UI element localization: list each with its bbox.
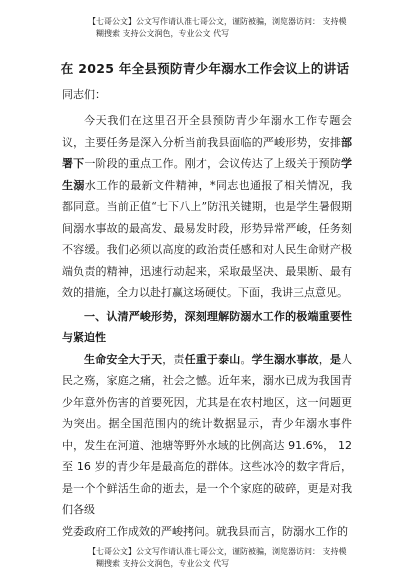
footer-line-1: 【七哥公文】公文写作请认准七哥公文，谨防被骗，浏览器访问： 支持模	[88, 547, 347, 556]
text-run: 人民之殇，家庭之痛，社会之憾。近年来，溺水已成为我国青少年意外伤害的首要死因，尤其是在农村地区，这一问题更为突出。据全国范围内的统计数据显示，青少年溺水事件中，发生在河道、池塘等野外水域的比例高达	[62, 352, 353, 452]
text-run: ，	[318, 352, 330, 366]
page-footer	[88, 546, 348, 570]
header-line-2: 糊搜索 支持公文润色，专业公文 代写	[96, 29, 230, 38]
text-run: 今天我们在这里召开全县预防青少年溺水工作专题会议，主要任务是深入分析当前我县面临的严峻形势，安排	[62, 114, 352, 149]
statistic-value: 91.6%	[288, 438, 324, 452]
text-run: ，	[323, 438, 339, 452]
salutation: 同志们：	[62, 88, 106, 101]
paragraph-section-1	[62, 349, 352, 521]
footer-line-2: 糊搜索 支持公文润色，专业公文 代写	[96, 559, 230, 568]
emphasis-text: 是	[329, 352, 342, 366]
text-run: 一阶段的重点工作。刚才，会议传达了上级关于预防	[84, 157, 342, 170]
text-run: 至	[62, 460, 77, 473]
emphasis-text: 部署下	[62, 135, 352, 170]
document-body	[62, 110, 352, 542]
page-header	[88, 16, 348, 40]
emphasis-text: 学生溺	[62, 157, 353, 192]
paragraph-continued: 党委政府工作成效的严峻拷问。就我县而言，防溺水工作的	[62, 524, 348, 538]
text-run: 岁的青少年是最高危的群体。这些冰冷的数字背后，是一个个鲜活生命的逝去，是一个个家庭的破碎，更是对我们各级	[62, 460, 353, 516]
text-run: 。	[240, 352, 252, 366]
document-title: 在 2025 年全县预防青少年溺水工作会议上的讲话	[60, 61, 350, 76]
statistic-value: 12	[338, 438, 353, 452]
paragraph-intro	[62, 110, 352, 304]
section-heading-1: 一、认清严峻形势，深刻理解防溺水工作的极端重要性与紧迫性	[62, 309, 352, 344]
emphasis-text: 学生溺水事故	[251, 352, 319, 366]
statistic-value: 16	[76, 460, 91, 473]
emphasis-text: 生命安全大于天	[84, 352, 163, 366]
text-run: 水工作的最新文件精神，*同志也通报了相关情况，我都同意。当前正值“七下八上”防汛关键期，也是学生暑假期间溺水事故的最高发、最易发时段，形势异常严峻，任务刻不容缓。我们必须以高度的政治责任感和对人民生命财产极端负责的精神，迅速行动起来，采取最坚决、最果断、最有效的措施，全力以赴打赢这场硬仗。下面，我讲三点意见。	[62, 178, 353, 299]
emphasis-text: 任重于泰山	[184, 352, 241, 366]
text-run: ，责	[162, 352, 185, 366]
header-line-1: 【七哥公文】公文写作请认准七哥公文，谨防被骗，浏览器访问： 支持模	[88, 17, 347, 26]
